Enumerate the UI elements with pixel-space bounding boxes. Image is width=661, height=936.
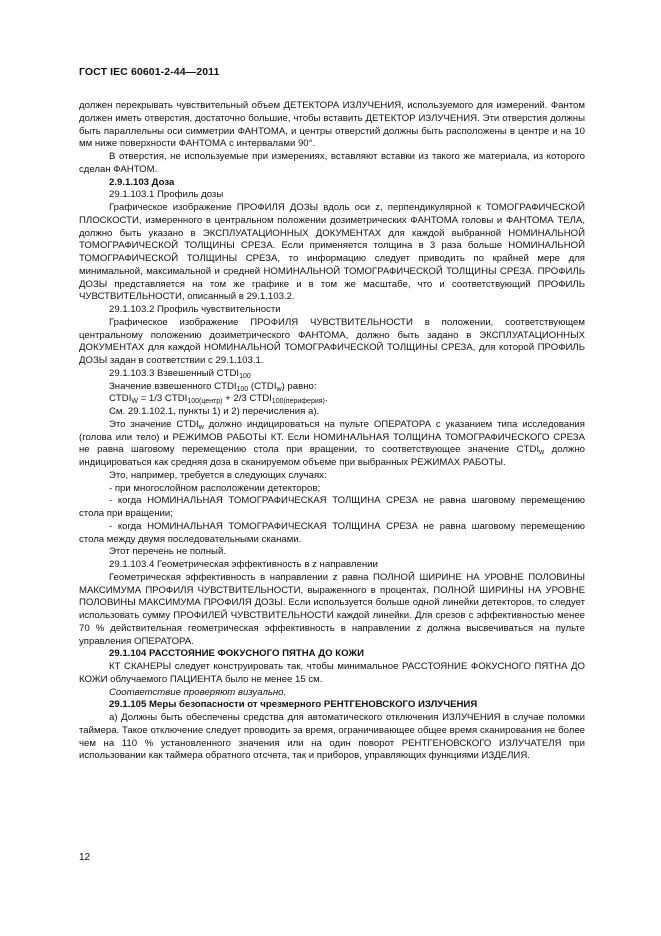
subsection-heading-geometric-efficiency: 29.1.103.4 Геометрическая эффективность в z направлении bbox=[109, 559, 378, 570]
list-incomplete-note: Этот перечень не полный. bbox=[109, 546, 226, 558]
list-item: - когда НОМИНАЛЬНАЯ ТОМОГРАФИЧЕСКАЯ ТОЛЩИНА СРЕЗА не равна шаговому перемещению стола между двумя последовательными сканами. bbox=[79, 520, 585, 545]
subsection-heading-sensitivity-profile: 29.1.103.2 Профиль чувствительности bbox=[109, 304, 281, 315]
paragraph-ctdi-display: Это значение $CTDI_w$ должно индицироваться на пульте ОПЕРАТОРА с указанием типа исследования (голова или тело) и РЕЖИМОВ РАБОТЫ КТ. Если НОМИНАЛЬНАЯ ТОЛЩИНА ТОМОГРАФИЧЕСКОГО СРЕЗА не равна шаговому перемещению стола при вращении, то соответствующее значение $CTDI_w$ должно индицироваться как средняя доза в сканируемом объеме при выбранных РЕЖИМАХ РАБОТЫ. bbox=[79, 418, 585, 468]
paragraph-focal-spot-distance: КТ СКАНЕРЫ следует конструировать так, чтобы минимальное РАССТОЯНИЕ ФОКУСНОГО ПЯТНА ДО КОЖИ облучаемого ПАЦИЕНТА было не менее 15 см. bbox=[79, 661, 585, 685]
paragraph-phantom: должен перекрывать чувствительный объем ДЕТЕКТОРА ИЗЛУЧЕНИЯ, используемого для измерений. Фантом должен иметь отверстия, достаточно большие, чтобы вставить ДЕТЕКТОР ИЗЛУЧЕНИЯ. Эти отверстия должны быть параллельны оси симметрии ФАНТОМА, и центры отверстий должны быть расположены в центре и на 10 мм ниже поверхности ФАНТОМА с интервалами 90°. bbox=[79, 100, 585, 150]
paragraph-inserts: В отверстия, не используемые при измерениях, вставляют вставки из такого же материала, из которого сделан ФАНТОМ. bbox=[79, 151, 585, 175]
cases-intro: Это, например, требуется в следующих случаях: bbox=[109, 469, 327, 481]
document-body bbox=[79, 100, 585, 763]
list-item: - при многослойном расположении детекторов; bbox=[109, 482, 321, 494]
paragraph-dose-profile: Графическое изображение ПРОФИЛЯ ДОЗЫ вдоль оси z, перпендикулярной к ТОМОГРАФИЧЕСКОЙ ПЛОСКОСТИ, измеренного в центральном положении дозиметрических ФАНТОМА головы и ФАНТОМА ТЕЛА, должно быть указано в ЭКСПЛУАТАЦИОННЫХ ДОКУМЕНТАХ для каждой выбранной НОМИНАЛЬНОЙ ТОМОГРАФИЧЕСКОЙ ТОЛЩИНЫ СРЕЗА. Если применяется толщина в 3 раза больше НОМИНАЛЬНОЙ ТОМОГРАФИЧЕСКОЙ ТОЛЩИНЫ СРЕЗА, то информацию следует приводить по крайней мере для минимальной, максимальной и средней НОМИНАЛЬНОЙ ТОМОГРАФИЧЕСКОЙ ТОЛЩИНЫ СРЕЗА. ПРОФИЛЬ ДОЗЫ представляется на том же графике и в том же масштабе, что и соответствующий ПРОФИЛЬ ЧУВСТВИТЕЛЬНОСТИ, описанный в 29.1.103.2. bbox=[79, 202, 585, 303]
paragraph-geometric-efficiency: Геометрическая эффективность в направлении z равна ПОЛНОЙ ШИРИНЕ НА УРОВНЕ ПОЛОВИНЫ МАКСИМУМА ПРОФИЛЯ ЧУВСТВИТЕЛЬНОСТИ, выраженного в процентах, ПОЛНОЙ ШИРИНЫ НА УРОВНЕ ПОЛОВИНЫ МАКСИМУМА ПРОФИЛЯ ДОЗЫ. Если используется больше одной линейки детекторов, то следует использовать сумму ПРОФИЛЕЙ ЧУВСТВИТЕЛЬНОСТИ каждой линейки. Для срезов с эффективностью менее 70 % действительная геометрическая эффективность в направлении z должна высвечиваться на пульте управления ОПЕРАТОРА. bbox=[79, 571, 585, 647]
compliance-note: Соответствие проверяют визуально. bbox=[109, 686, 287, 698]
paragraph-timer-shutdown: а) Должны быть обеспечены средства для автоматического отключения ИЗЛУЧЕНИЯ в случае поломки таймера. Такое отключение следует проводить за время, ограничивающее общее время сканирования не более чем на 110 % установленного значения или на один поворот РЕНТГЕНОВСКОГО ИЗЛУЧАТЕЛЯ при использовании как таймера обратного отсчета, так и приборов, управляющих функциями ИЗДЕЛИЯ. bbox=[79, 712, 585, 762]
section-heading-focal-spot-distance: 29.1.104 РАССТОЯНИЕ ФОКУСНОГО ПЯТНА ДО КОЖИ bbox=[109, 648, 364, 660]
standard-header: ГОСТ IEC 60601-2-44—2011 bbox=[79, 66, 220, 78]
list-item: - когда НОМИНАЛЬНАЯ ТОМОГРАФИЧЕСКАЯ ТОЛЩИНА СРЕЗА не равна шаговому перемещению стола при вращении; bbox=[79, 495, 585, 519]
page-number: 12 bbox=[79, 852, 91, 863]
weighted-ctdi-intro: Значение взвешенного $CTDI_{100}$ $(CTDI_w)$ равно: bbox=[109, 380, 317, 393]
formula-reference: См. 29.1.102.1, пункты 1) и 2) перечисления а). bbox=[109, 406, 320, 417]
section-heading-xray-safety: 29.1.105 Меры безопасности от чрезмерного РЕНТГЕНОВСКОГО ИЗЛУЧЕНИЯ bbox=[109, 699, 478, 711]
subsection-heading-dose-profile: 29.1.103.1 Профиль дозы bbox=[109, 189, 224, 201]
subsection-heading-weighted-ctdi: 29.1.103.3 Взвешенный $CTDI_{100}$ bbox=[109, 367, 251, 380]
ctdi-formula: $CTDI_W = 1/3$ $CTDI_{100(центр)} + 2/3$ $CTDI_{100(периферия)}$. bbox=[109, 393, 328, 406]
paragraph-sensitivity-profile: Графическое изображение ПРОФИЛЯ ЧУВСТВИТЕЛЬНОСТИ в положении, соответствующем центральному положению дозиметрического ФАНТОМА, должно быть задано в ЭКСПЛУАТАЦИОННЫХ ДОКУМЕНТАХ для каждой НОМИНАЛЬНОЙ ТОМОГРАФИЧЕСКОЙ ТОЛЩИНЫ СРЕЗА, для которой ПРОФИЛЬ ДОЗЫ задан в соответствии с 29.1.103.1. bbox=[79, 316, 585, 366]
section-heading-dose: 2.9.1.103 Доза bbox=[109, 176, 175, 188]
